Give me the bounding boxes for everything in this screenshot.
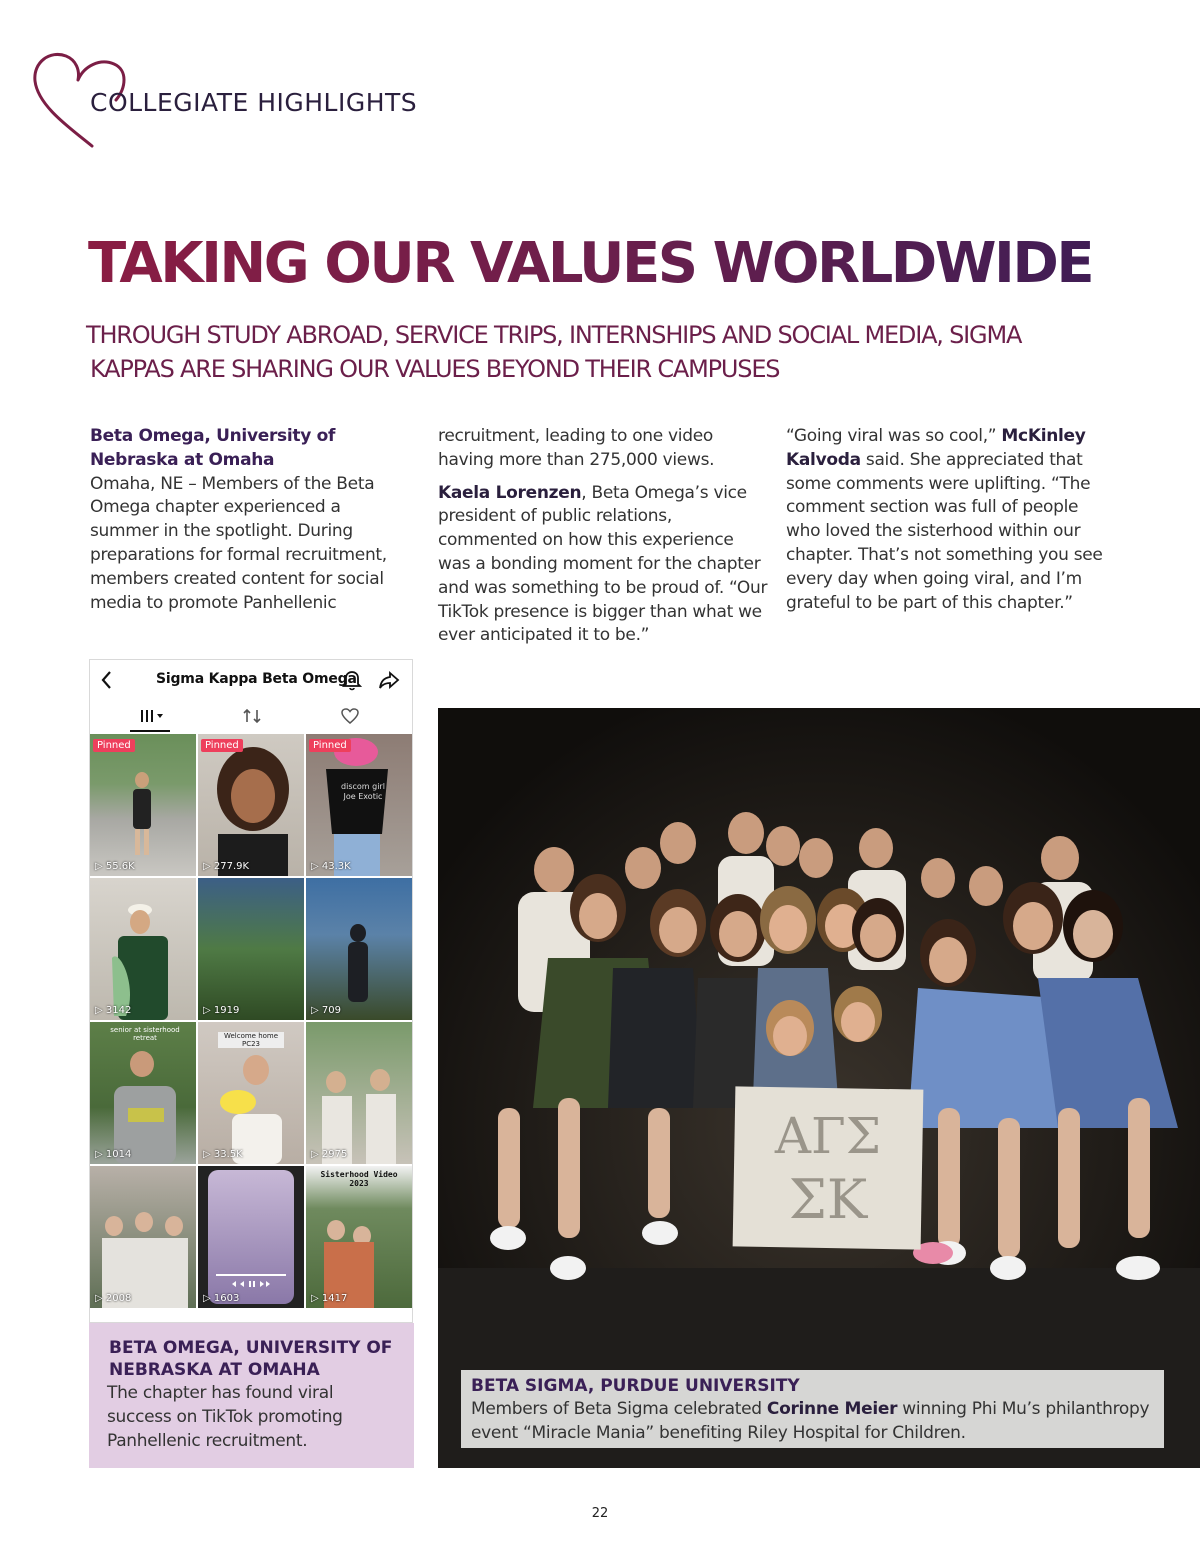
video-title-text: Sisterhood Video 2023 (320, 1170, 398, 1188)
paragraph-text: said. She appreciated that some comments were uplifting. “The comment section was full of people who loved the sisterhood within our chapter. That’s not something you see every day when going viral, and I’m grateful to be part of this chapter.” (786, 449, 1103, 613)
video-tile[interactable] (90, 1166, 196, 1308)
repost-icon (242, 707, 262, 725)
view-count: ▷ 43.3K (311, 861, 351, 872)
view-count: ▷ 3142 (95, 1005, 132, 1016)
tiktok-screenshot (89, 659, 413, 1323)
liked-heart-icon (340, 707, 360, 725)
photo-caption-heading: BETA SIGMA, PURDUE UNIVERSITY (471, 1376, 800, 1396)
video-tile[interactable] (306, 734, 412, 876)
player-controls-icon (208, 1170, 294, 1304)
subhead-line-1: THROUGH STUDY ABROAD, SERVICE TRIPS, INTERNSHIPS AND SOCIAL MEDIA, SIGMA (86, 321, 1022, 349)
video-tile[interactable] (90, 1022, 196, 1164)
article-column-3 (786, 425, 1116, 624)
video-tile[interactable] (198, 878, 304, 1020)
article-text-line: summer in the spotlight. During (90, 521, 353, 542)
people-figures (306, 1166, 412, 1308)
banner-text: Welcome home PC23 (218, 1032, 284, 1048)
person-silhouette (306, 878, 412, 1020)
article-text-line: members created content for social (90, 568, 384, 589)
active-tab-indicator (130, 730, 170, 732)
video-tile[interactable] (198, 1022, 304, 1164)
person-figure (90, 734, 196, 876)
photo-caption (461, 1370, 1164, 1448)
article-text-line: Omaha, NE – Members of the Beta (90, 473, 375, 494)
shirt-text: discom girl Joe Exotic (341, 782, 385, 801)
sign-letters-top: ΑΓΣ (774, 1107, 882, 1165)
grid-filter-icon (140, 708, 166, 724)
caption-heading-line-2: NEBRASKA AT OMAHA (109, 1360, 320, 1380)
page-number: 22 (591, 1506, 609, 1521)
sign-letters-bottom: ΣΚ (788, 1168, 868, 1231)
article-text-line: recruitment, leading to one video (438, 426, 713, 446)
page-subhead (86, 318, 1096, 386)
caption-text-end: winning Phi Mu’s philanthropy event “Miracle Mania” benefiting Riley Hospital for Children. (471, 1399, 1150, 1443)
view-count: ▷ 709 (311, 1005, 341, 1016)
article-text-line: having more than 275,000 views. (438, 449, 715, 470)
group-photo-illustration (438, 708, 1200, 1468)
article-paragraph-2 (438, 482, 768, 649)
view-count: ▷ 33.5K (203, 1149, 243, 1160)
article-column-1 (90, 425, 410, 615)
back-chevron-icon (100, 670, 114, 690)
article-text-line: media to promote Panhellenic (90, 592, 337, 613)
people-figures (90, 1166, 196, 1308)
page-headline: TAKING OUR VALUES WORLDWIDE (88, 228, 1128, 300)
music-player-card (208, 1170, 294, 1304)
person-figure (198, 1022, 304, 1164)
person-name: McKinley Kalvoda (786, 426, 1086, 470)
article-heading-line-1: Beta Omega, University of (90, 426, 336, 446)
share-icon (378, 669, 400, 691)
video-tile[interactable] (198, 1166, 304, 1308)
video-tile[interactable] (90, 734, 196, 876)
caption-heading-line-1: BETA OMEGA, UNIVERSITY OF (109, 1338, 393, 1358)
view-count: ▷ 1417 (311, 1293, 348, 1304)
tiktok-header (90, 660, 412, 734)
person-face (198, 734, 304, 876)
person-figure (90, 878, 196, 1020)
view-count: ▷ 2975 (311, 1149, 348, 1160)
article-text-line: Omega chapter experienced a (90, 497, 341, 518)
paragraph-text: , Beta Omega’s vice president of public relations, commented on how this experience was a bonding moment for the chapter and was something to be proud of. “Our TikTok presence is bigger than what we ever anticipated it to be.” (438, 482, 768, 646)
account-name: Sigma Kappa Beta Omega (156, 671, 357, 687)
caption-text: The chapter has found viral success on TikTok promoting Panhellenic recruitment. (107, 1383, 343, 1451)
tiktok-caption (89, 1323, 414, 1468)
view-count: ▷ 1919 (203, 1005, 240, 1016)
view-count: ▷ 55.6K (95, 861, 135, 872)
person-figure (90, 1022, 196, 1164)
video-tile[interactable] (90, 878, 196, 1020)
article-paragraph-3 (786, 425, 1116, 615)
video-tile[interactable] (306, 1166, 412, 1308)
video-tile[interactable] (306, 1022, 412, 1164)
view-count: ▷ 2008 (95, 1293, 132, 1304)
pinned-badge: Pinned (93, 739, 135, 752)
pinned-badge: Pinned (201, 739, 243, 752)
overlay-text: senior at sisterhood retreat (110, 1026, 180, 1042)
caption-text-start: Members of Beta Sigma celebrated (471, 1399, 767, 1419)
article-heading-line-2: Nebraska at Omaha (90, 449, 275, 470)
person-name: Kaela Lorenzen (438, 482, 582, 503)
bell-icon (342, 669, 362, 691)
view-count: ▷ 1014 (95, 1149, 132, 1160)
article-text-line: preparations for formal recruitment, (90, 544, 387, 565)
video-tile[interactable] (306, 878, 412, 1020)
photo-caption-text (471, 1397, 1154, 1445)
person-name: Corinne Meier (766, 1399, 898, 1419)
section-header (30, 48, 490, 158)
view-count: ▷ 1603 (203, 1293, 240, 1304)
section-title: COLLEGIATE HIGHLIGHTS (90, 88, 418, 117)
group-photo (438, 708, 1200, 1468)
subhead-line-2: KAPPAS ARE SHARING OUR VALUES BEYOND THEIR CAMPUSES (90, 355, 780, 383)
video-tile[interactable] (198, 734, 304, 876)
person-back (306, 734, 412, 876)
article-column-2 (438, 425, 768, 657)
pinned-badge: Pinned (309, 739, 351, 752)
people-figures (306, 1022, 412, 1164)
quote-start: “Going viral was so cool,” (786, 426, 997, 446)
view-count: ▷ 277.9K (203, 861, 250, 872)
